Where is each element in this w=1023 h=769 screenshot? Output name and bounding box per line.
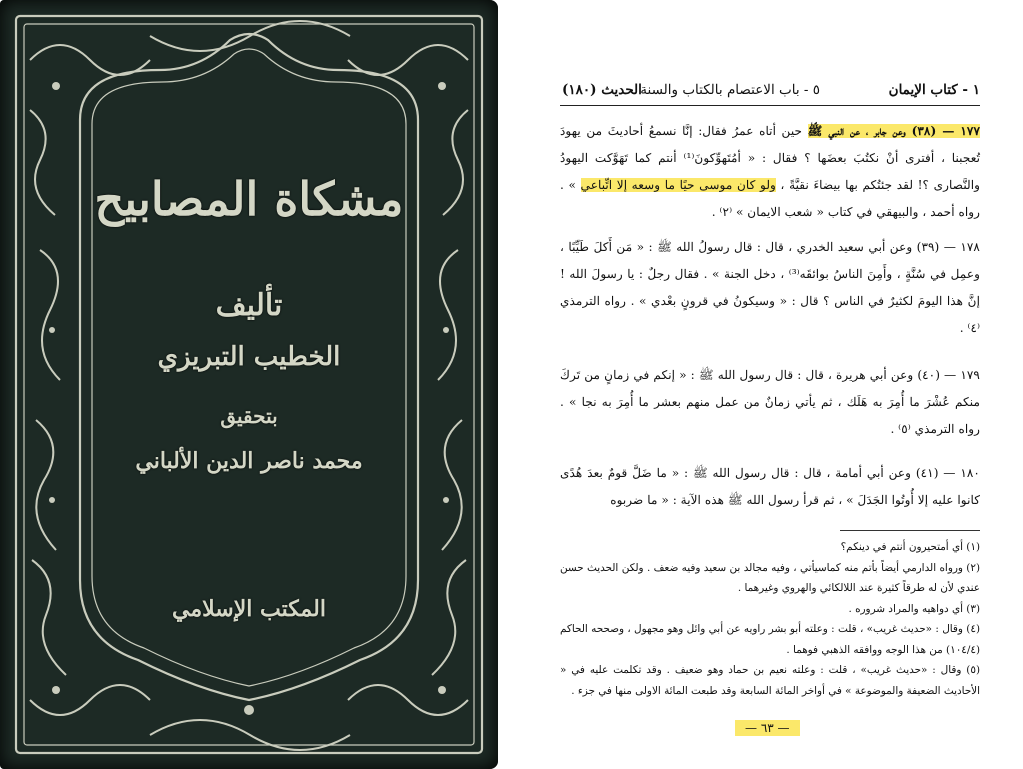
hadith-178: ١٧٨ — (٣٩) وعن أبي سعيد الخدري ، قال : قال رسولُ الله ﷺ : « مَن أَكلَ طَيِّبًا ، وعمِل في سُنَّةٍ ، وأَمِنَ الناسُ بوائقَه⁽³⁾ ، دخل الجنة » . فقال رجلٌ : يا رسولَ الله ! إنَّ هذا اليومَ لكثيرٌ في الناس ؟ قال : « وسيكونُ في قرونٍ بعْدي » . رواه الترمذي ⁽٤⁾ . — [560, 240, 981, 335]
cover-author: الخطيب التبريزي — [157, 342, 341, 372]
page-number: — ٦٣ — — [735, 720, 800, 736]
hadith-180: ١٨٠ — (٤١) وعن أبي أمامة ، قال : قال رسول الله ﷺ : « ما ضَلَّ قومٌ بعدَ هُدًى كانوا عليه إلا أُوتُوا الجَدَلَ » ، ثم قرأ رسول الله ﷺ هذه الآية : « ما ضربوه — [560, 466, 980, 507]
highlighted-hadith-lead: ١٧٧ — (٣٨) وعن جابر ، عن النبي ﷺ — [807, 124, 980, 138]
ornamental-frame — [0, 0, 498, 769]
highlighted-hadith-tail: ولو كان موسى حيًا ما وسعه إلا اتِّباعي — [580, 178, 776, 192]
running-head — [560, 76, 980, 106]
cover-title: مشكاة المصابيح — [94, 172, 404, 226]
chapter-title: ١ - كتاب الإيمان — [888, 82, 980, 98]
hadith-177 — [560, 118, 980, 226]
cover-authored-by: تأليف — [215, 288, 283, 323]
book-page — [560, 72, 980, 752]
footnote-1: (١) أي أمتحيرون أنتم في دينكم؟ — [840, 541, 980, 553]
hadith-source: » . رواه أحمد ، والبيهقي في كتاب « شعب الايمان » ⁽٢⁾ . — [560, 178, 980, 219]
book-cover — [0, 0, 498, 769]
footnote-2: (٢) ورواه الدارمي أيضاً بأتم منه كماسيأتي ، وفيه مجالد بن سعيد وفيه ضعف . ولكن الحديث حسن عندي لأن له طرقاً كثيرة عند اللالكائي والهروي وغيرهما . — [560, 561, 980, 594]
footnote-4: (٤) وقال : «حديث غريب» ، قلت : وعلته أبو بشر راويه عن أبي وائل وهو مجهول ، وصححه الحاكم (١٠٤/٤) من هذا الوجه ووافقه الذهبي فوهما . — [560, 623, 980, 656]
cover-edited-by: بتحقيق — [220, 404, 278, 428]
hadith-body: حين أتاه عمرُ فقال: إنَّا نسمعُ أحاديثَ من يهودَ تُعجبنا ، أفترى أنْ نكتُبَ بعضَها ؟ فقال : « أمُتَهوِّكونَ⁽¹⁾ أنتم كما تَهَوَّكت اليهودُ والنَّصارى ؟! لقد جئتُكم بها بيضاءَ نقيَّةً ، — [560, 124, 980, 192]
footnote-3: (٣) أي دواهيه والمراد شروره . — [848, 602, 980, 615]
footnote-divider — [840, 530, 980, 531]
footnote-5: (٥) وقال : «حديث غريب» ، قلت : وعلته نعيم بن حماد وهو ضعيف . وقد تكلمت عليه في « الأحاديث الضعيفة والموضوعة » في أواخر المائة السابعة وقد طبعت المائة الاولى منها في جزء . — [560, 664, 980, 697]
cover-editor: محمد ناصر الدين الألباني — [135, 448, 363, 474]
cover-publisher: المكتب الإسلامي — [172, 596, 326, 622]
hadith-range: الحديث (١٨٠) — [562, 82, 642, 98]
hadith-179: ١٧٩ — (٤٠) وعن أبي هريرة ، قال : قال رسول الله ﷺ : « إنكم في زمانٍ من تَركَ منكم عُشْرَ ما أُمِرَ به هَلَك ، ثم يأتي زمانٌ من عمل منهم بعشر ما أُمِرَ به نجا » . رواه الترمذي ⁽٥⁾ . — [560, 368, 980, 436]
section-title: ٥ - باب الاعتصام بالكتاب والسنة — [640, 82, 820, 98]
footnotes — [560, 530, 980, 701]
